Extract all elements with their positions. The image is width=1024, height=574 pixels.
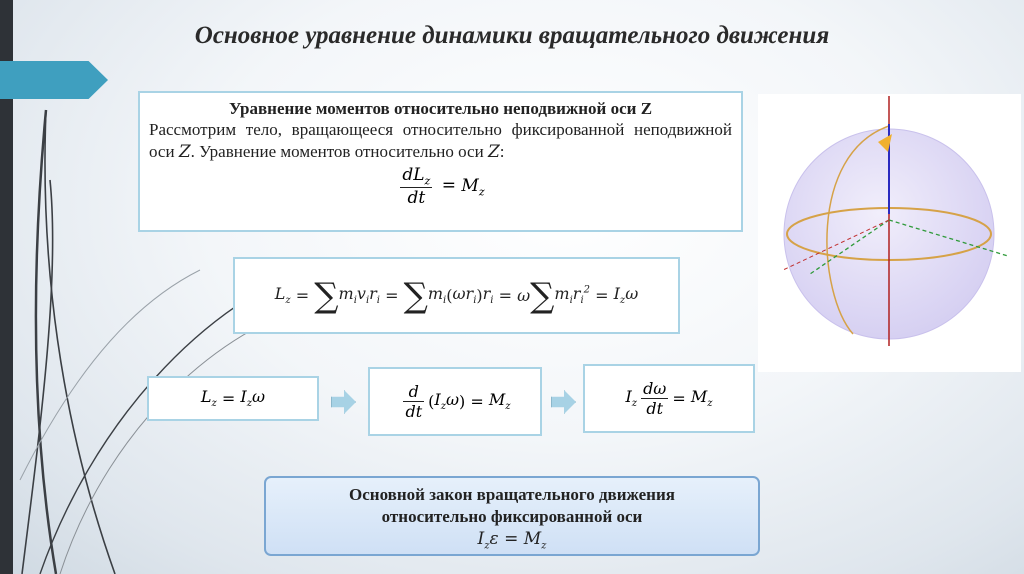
right-arrow-icon: [551, 390, 576, 414]
angular-momentum-formula-box: $L_z$ = ∑ $m_iv_ir_i$ = ∑ $m_i$ ( $\omega r_i$ ) $r_i$ = ω ∑ $m_ir_i^2$ = $I_z\omega$: [233, 257, 680, 334]
formula-derivative-box: $\frac{d}{dt}$ ( $I_z\omega$ ) = $M_z$: [368, 367, 542, 436]
formula-Lz-box: $L_z$ = $I_z\omega$: [147, 376, 319, 421]
law-line-1: Основной закон вращательного движения: [349, 485, 675, 504]
law-formula: $I_z\varepsilon = M_z$: [477, 529, 547, 552]
box-heading: Уравнение моментов относительно неподвижной оси Z: [228, 99, 653, 118]
moments-equation-box: [138, 91, 743, 232]
rotating-sphere-figure: [758, 94, 1021, 372]
formula-Iz-domega-box: $I_z$ $\frac{d\omega}{dt}$ = $M_z$: [583, 364, 755, 433]
right-arrow-icon: [331, 390, 356, 414]
rotation-law-box: [264, 476, 760, 556]
formula-dLz-dt: $\frac{dL_z}{dt}$ = $M_z$: [402, 165, 485, 209]
accent-arrow-tab: [0, 61, 108, 99]
slide-title: Основное уравнение динамики вращательного движения: [194, 22, 830, 49]
box-description: Рассмотрим тело, вращающееся относительно фиксированной неподвижной оси Z. Уравнение моментов относительно оси Z:: [149, 120, 732, 162]
law-line-2: относительно фиксированной оси: [381, 507, 643, 526]
